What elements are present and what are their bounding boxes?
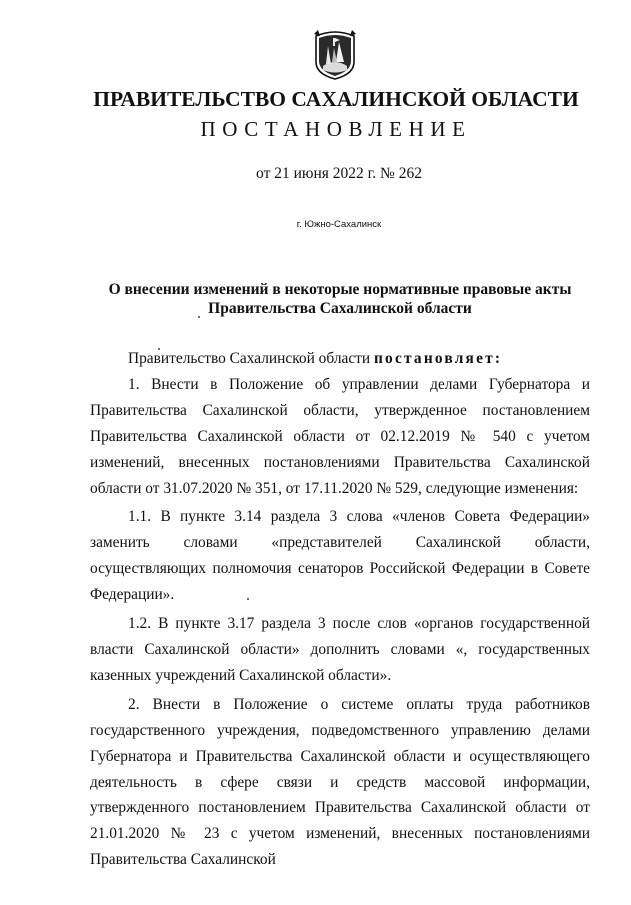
intro-paragraph [90,346,590,372]
paragraph-1: 1. Внести в Положение об управлении делами Губернатора и Правительства Сахалинской области, утвержденное постановлением Правительства Сахалинской области от 02.12.2019 № 540 с учетом изменений, внесенных постановлениями Правительства Сахалинской области от 31.07.2020 № 351, от 17.11.2020 № 529, следующие изменения: [90,375,590,497]
document-city: г. Южно-Сахалинск [296,219,382,230]
scan-artifact [247,598,249,600]
paragraph-1-1: 1.1. В пункте 3.14 раздела 3 слова «членов Совета Федерации» заменить словами «представителей Сахалинской области, осуществляющих полномочия сенаторов Российской Федерации в Совете Федерации». [90,508,590,604]
paragraph-1-2: 1.2. В пункте 3.17 раздела 3 после слов «органов государственной власти Сахалинской области» дополнить словами «, государственных казенных учреждений Сахалинской области». [90,615,590,684]
paragraph-2: 2. Внести в Положение о системе оплаты труда работников государственного учреждения, подведомственного управлению делами Губернатора и Правительства Сахалинской области и осуществляющего деятельность в сфере связи и средств массовой информации, утвержденного постановлением Правительства Сахалинской области от 21.01.2020 № 23 с учетом изменений, внесенных постановлениями Правительства Сахалинской [90,695,590,869]
document-body [90,346,590,873]
subject-line-1: О внесении изменений в некоторые нормативные правовые акты [108,281,572,298]
coat-of-arms-emblem [314,28,356,80]
scan-artifact [198,316,200,318]
organization-title: ПРАВИТЕЛЬСТВО САХАЛИНСКОЙ ОБЛАСТИ [93,87,579,111]
document-subject [90,280,590,318]
subject-line-2: Правительства Сахалинской области [208,300,472,317]
intro-prefix: Правительство Сахалинской области [128,350,374,367]
document-date-number: от 21 июня 2022 г. № 262 [256,165,422,182]
intro-decree-word: постановляет: [373,350,503,367]
scan-artifact [158,348,160,350]
document-type: ПОСТАНОВЛЕНИЕ [200,117,472,141]
